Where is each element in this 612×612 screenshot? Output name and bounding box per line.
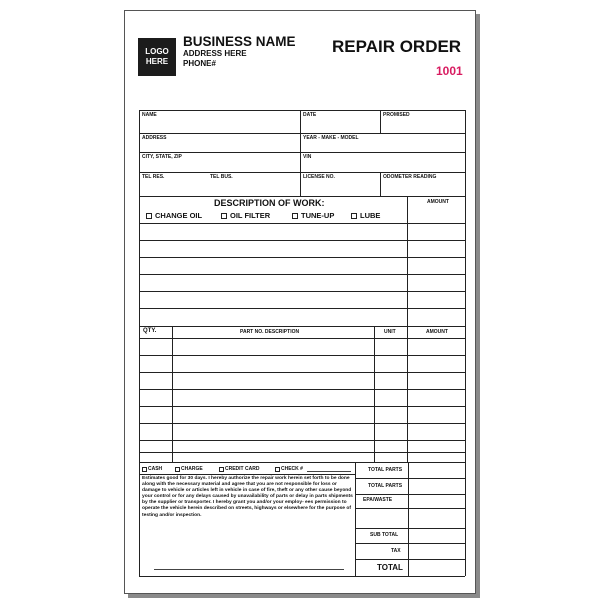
tel-res-label: TEL RES. <box>142 174 165 180</box>
tune-up-checkbox[interactable] <box>292 211 334 220</box>
total-label: TOTAL <box>377 563 403 572</box>
grid-line <box>139 474 355 475</box>
qty-header: QTY. <box>143 328 157 334</box>
grid-line <box>465 196 466 326</box>
total-parts-label-2: TOTAL PARTS <box>368 483 403 489</box>
grid-line <box>355 528 465 529</box>
checkbox-icon <box>175 467 180 472</box>
logo-placeholder <box>138 38 176 76</box>
grid-line <box>139 110 140 196</box>
oil-filter-label: OIL FILTER <box>230 211 271 220</box>
signature-line[interactable] <box>154 569 344 570</box>
charge-label: CHARGE <box>181 466 203 472</box>
grid-line <box>139 274 465 275</box>
grid-line <box>139 576 465 577</box>
year-make-model-label: YEAR - MAKE - MODEL <box>303 135 359 141</box>
checkbox-icon <box>351 213 357 219</box>
grid-line <box>139 372 465 373</box>
date-label: DATE <box>303 112 317 118</box>
vin-label: VIN <box>303 154 312 160</box>
order-number: 1001 <box>436 64 463 78</box>
grid-line <box>139 326 465 327</box>
grid-line <box>355 559 465 560</box>
logo-text-line1: LOGO <box>145 47 169 56</box>
grid-line <box>380 172 381 196</box>
promised-label: PROMISED <box>383 112 410 118</box>
authorization-terms: Estimates good for 30 days. I hereby authorize the repair work herein set forth to be done along with the necessary material and agree that you are not responsible for loss or damage to vehicle or articles left in vehicle in case of fire, theft or any other cause beyond your control or for any delays caused by unavailability of parts or delay in parts shipments by the supplier or transporter. I hereby grant you and/or your employ- ees permission to operate the vehicle herein described on streets, highways or elsewhere for the purpose of testing and/or inspection. <box>142 476 353 518</box>
oil-filter-checkbox[interactable] <box>221 211 270 220</box>
grid-line <box>374 326 375 462</box>
logo-text-line2: HERE <box>145 57 169 66</box>
grid-line <box>139 196 140 326</box>
checkbox-icon <box>146 213 152 219</box>
grid-line <box>139 172 465 173</box>
grid-line <box>408 462 409 576</box>
grid-line <box>139 423 465 424</box>
grid-line <box>139 291 465 292</box>
work-amount-label: AMOUNT <box>427 199 449 205</box>
epa-waste-label: EPA/WASTE <box>363 497 393 503</box>
grid-line <box>355 462 356 576</box>
cash-checkbox[interactable] <box>142 466 162 472</box>
grid-line <box>139 223 465 224</box>
checkbox-icon <box>219 467 224 472</box>
grid-line <box>139 196 465 197</box>
grid-line <box>139 462 465 463</box>
business-phone: PHONE# <box>183 59 216 68</box>
grid-line <box>465 462 466 576</box>
credit-card-checkbox[interactable] <box>219 466 259 472</box>
parts-amount-header: AMOUNT <box>426 329 448 335</box>
cash-label: CASH <box>148 466 163 472</box>
odometer-label: ODOMETER READING <box>383 174 437 180</box>
grid-line <box>355 508 465 509</box>
grid-line <box>139 338 465 339</box>
grid-line <box>172 326 173 462</box>
tax-label: TAX <box>391 548 401 554</box>
grid-line <box>139 257 465 258</box>
sub-total-label: SUB TOTAL <box>370 532 399 538</box>
name-label: NAME <box>142 112 157 118</box>
change-oil-label: CHANGE OIL <box>155 211 203 220</box>
description-of-work-heading: DESCRIPTION OF WORK: <box>214 198 325 208</box>
grid-line <box>465 326 466 462</box>
checkbox-icon <box>275 467 280 472</box>
lube-label: LUBE <box>360 211 381 220</box>
grid-line <box>139 240 465 241</box>
checkbox-icon <box>292 213 298 219</box>
city-state-zip-label: CITY, STATE, ZIP <box>142 154 182 160</box>
checkbox-icon <box>142 467 147 472</box>
license-no-label: LICENSE NO. <box>303 174 335 180</box>
grid-line <box>380 110 381 133</box>
business-name: BUSINESS NAME <box>183 34 296 49</box>
grid-line <box>139 110 465 111</box>
tel-bus-label: TEL BUS. <box>210 174 233 180</box>
grid-line <box>139 452 465 453</box>
grid-line <box>300 110 301 196</box>
total-parts-label: TOTAL PARTS <box>368 467 403 473</box>
grid-line <box>139 308 465 309</box>
tune-up-label: TUNE-UP <box>301 211 335 220</box>
grid-line <box>407 196 408 326</box>
grid-line <box>139 152 465 153</box>
grid-line <box>139 133 465 134</box>
checkbox-icon <box>221 213 227 219</box>
check-number-line[interactable] <box>307 471 351 472</box>
check-label: CHECK # <box>281 466 303 472</box>
charge-checkbox[interactable] <box>175 466 203 472</box>
business-address: ADDRESS HERE <box>183 49 247 58</box>
grid-line <box>355 478 465 479</box>
grid-line <box>407 326 408 462</box>
grid-line <box>355 543 465 544</box>
grid-line <box>139 462 140 576</box>
grid-line <box>139 326 140 462</box>
grid-line <box>139 355 465 356</box>
change-oil-checkbox[interactable] <box>146 211 202 220</box>
grid-line <box>465 110 466 196</box>
address-label: ADDRESS <box>142 135 167 141</box>
lube-checkbox[interactable] <box>351 211 380 220</box>
unit-header: UNIT <box>384 329 396 335</box>
credit-card-label: CREDIT CARD <box>225 466 260 472</box>
check-checkbox[interactable] <box>275 466 303 472</box>
part-description-header: PART NO. DESCRIPTION <box>240 329 300 335</box>
grid-line <box>139 389 465 390</box>
grid-line <box>355 494 465 495</box>
grid-line <box>139 406 465 407</box>
grid-line <box>139 440 465 441</box>
form-title: REPAIR ORDER <box>332 37 462 56</box>
